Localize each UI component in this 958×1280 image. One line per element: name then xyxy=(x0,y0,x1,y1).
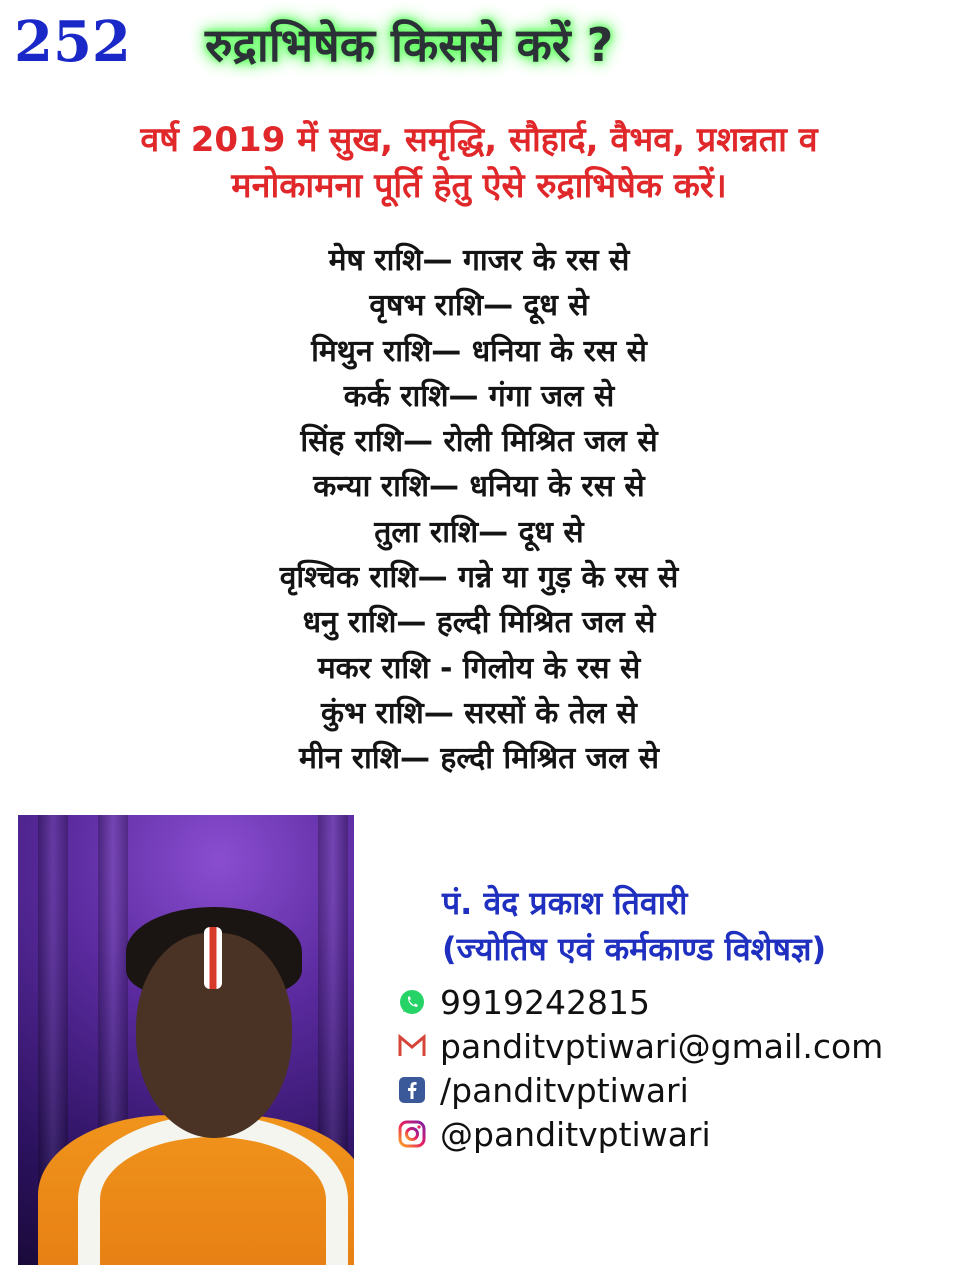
subheadline xyxy=(30,118,928,210)
headline: रुद्राभिषेक किससे करें ? xyxy=(205,18,614,72)
portrait-photo xyxy=(18,815,354,1265)
subheadline-line-1: वर्ष 2019 में सुख, समृद्धि, सौहार्द, वैभव, प्रशन्नता व xyxy=(140,120,818,160)
rashi-item: धनु राशि— हल्दी मिश्रित जल से xyxy=(302,605,656,641)
rashi-item: मकर राशि - गिलोय के रस से xyxy=(317,650,641,686)
subheadline-line-2: मनोकामना पूर्ति हेतु ऐसे रुद्राभिषेक करें। xyxy=(231,165,727,206)
rashi-item: कुंभ राशि— सरसों के तेल से xyxy=(321,695,637,731)
contact-card xyxy=(398,880,956,1156)
rashi-item: सिंह राशि— रोली मिश्रित जल से xyxy=(300,424,658,460)
rashi-item: तुला राशि— दूध से xyxy=(374,514,584,550)
phone-row[interactable] xyxy=(398,980,956,1024)
rashi-item: कर्क राशि— गंगा जल से xyxy=(343,378,615,414)
instagram-handle: @panditvptiwari xyxy=(440,1114,711,1154)
rashi-item: मीन राशि— हल्दी मिश्रित जल से xyxy=(298,741,660,777)
email-address: panditvptiwari@gmail.com xyxy=(440,1026,884,1066)
rashi-item: मेष राशि— गाजर के रस से xyxy=(328,243,630,278)
portrait-tilak xyxy=(204,927,222,989)
gmail-icon xyxy=(398,1032,426,1060)
rashi-item: वृश्चिक राशि— गन्ने या गुड़ के रस से xyxy=(279,560,679,596)
contact-title: (ज्योतिष एवं कर्मकाण्ड विशेषज्ञ) xyxy=(442,930,827,968)
rashi-item: वृषभ राशि— दूध से xyxy=(369,288,589,324)
facebook-handle: /panditvptiwari xyxy=(440,1070,689,1110)
post-number: 252 xyxy=(14,9,131,75)
rashi-item: मिथुन राशि— धनिया के रस से xyxy=(311,333,647,369)
email-row[interactable] xyxy=(398,1024,956,1068)
instagram-icon xyxy=(398,1120,426,1148)
facebook-icon xyxy=(398,1076,426,1104)
rashi-list xyxy=(0,238,958,782)
rashi-item: कन्या राशि— धनिया के रस से xyxy=(313,469,645,505)
whatsapp-icon xyxy=(398,988,426,1016)
contact-name: पं. वेद प्रकाश तिवारी xyxy=(442,884,688,922)
phone-number: 9919242815 xyxy=(440,982,650,1022)
facebook-row[interactable] xyxy=(398,1068,956,1112)
instagram-row[interactable] xyxy=(398,1112,956,1156)
